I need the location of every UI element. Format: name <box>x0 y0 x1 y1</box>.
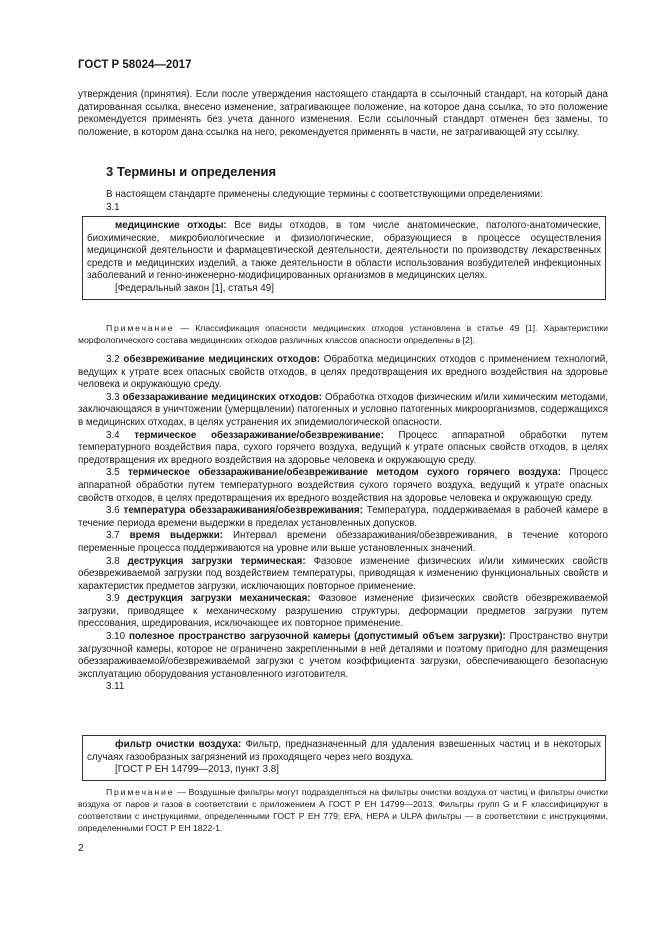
term-3-1-definition: Все виды отходов, в том числе анатомические, патолого-анатомические, биохимические, микробиологические и физиологические, образующиеся в процессе осуществления медицинской деятельности и фармацевтической деятельности, деятельности по производству лекарственных средств и медицинских изделий, а также деятельности в области использования возбудителей инфекционных заболеваний и генно-инженерно-модифицированных организмов в медицинских целях. <box>87 220 601 282</box>
term-number: 3.10 <box>106 631 126 643</box>
intro-text: утверждения (принятия). Если после утверждения настоящего стандарта в ссылочный стандарт, на который дана датированная ссылка, внесено изменение, затрагивающее положение, на которое дана ссылка, то это положение рекомендуется применять без учета данного изменения. Если ссылочный стандарт отменен без замены, то положение, в котором дана ссылка на него, рекомендуется применять в части, не затрагивающей эту ссылку. <box>78 89 608 138</box>
term-definition: Процесс аппаратной обработки путем температурного воздействия пара, сухого горячего воздуха, ведущий к утрате опасных свойств отходов, в целях предотвращения их вредного воздействия на здоровье человека и окружающую среду. <box>78 429 608 466</box>
note-1-body <box>78 322 608 346</box>
term-3-1-source: [Федеральный закон [1], статья 49] <box>115 282 274 294</box>
term-name: температура обеззараживания/обезвреживания: <box>123 505 363 517</box>
term-number: 3.6 <box>106 505 120 517</box>
term-3-8 <box>78 556 608 594</box>
term-3-3 <box>78 392 608 430</box>
term-name: обезвреживание медицинских отходов: <box>123 354 320 365</box>
term-definition: Температура, поддерживаемая в рабочей камере в течение периода времени выдержки в пределах установленных допусков. <box>78 505 608 529</box>
term-3-11-source: [ГОСТ Р ЕН 14799—2013, пункт 3.8] <box>115 764 279 776</box>
term-name: время выдержки: <box>129 530 223 542</box>
term-number: 3.7 <box>106 530 120 542</box>
term-name: обеззараживание медицинских отходов: <box>122 391 323 403</box>
term-3-1-body <box>87 220 601 283</box>
term-name: деструкция загрузки термическая: <box>127 555 306 567</box>
term-3-10 <box>78 631 608 681</box>
term-definition: Пространство внутри загрузочной камеры, которое не ограничено закрепленными в ней деталями и поэтому пригодно для размещения обеззараживаемой/обезвреживаемой загрузки с учетом коэффициента загрузки, обеспечивающего безопасную эксплуатацию оборудования установленного изготовителя. <box>78 631 608 680</box>
term-3-11-definition: Фильтр, предназначенный для удаления взвешенных частиц и в некоторых случаях газообразных загрязнений из проходящего через него воздуха. <box>87 739 601 763</box>
note-2-body <box>78 786 608 834</box>
section-title: 3 Термины и определения <box>106 164 277 179</box>
term-name: термическое обеззараживание/обезвреживание: <box>134 429 384 441</box>
term-number: 3.4 <box>106 429 120 441</box>
term-definition: Обработка отходов физическим и/или химическим методами, заключающаяся в уничтожении (умерщвлении) патогенных и условно патогенных микроорганизмов, содержащихся в медицинских отходах, в целях устранения их эпидемиологической опасности. <box>78 391 608 428</box>
term-frame-3-1 <box>82 216 606 300</box>
term-number-3-11: 3.11 <box>106 681 125 693</box>
page-number: 2 <box>78 843 84 854</box>
note-2 <box>78 786 608 834</box>
term-definition: Процесс аппаратной обработки путем температурного воздействия сухого горячего воздуха, ведущий к утрате опасных свойств отходов, в целях предотвращения их вредного воздействия на здоровье человека и окружающую среду. <box>78 467 608 504</box>
term-number: 3.2 <box>106 354 120 365</box>
term-number: 3.9 <box>106 593 120 605</box>
term-3-11-body <box>87 739 601 764</box>
section-lead-text: В настоящем стандарте применены следующие термины с соответствующими определениями: <box>106 189 543 200</box>
term-definition: Интервал времени обеззараживания/обезвреживания, в течение которого переменные процесса поддерживаются на уровне или выше установленных значений. <box>78 530 608 554</box>
term-number: 3.3 <box>106 391 120 403</box>
standard-header: ГОСТ Р 58024—2017 <box>78 59 192 71</box>
term-3-11-term: фильтр очистки воздуха: <box>115 739 242 750</box>
term-number: 3.5 <box>106 467 120 479</box>
intro-paragraph <box>78 89 608 139</box>
term-number-3-1: 3.1 <box>106 201 120 213</box>
note-1-text: — Классификация опасности медицинских отходов установлена в статье 49 [1]. Характеристики морфологического состава медицинских отходов различных классов опасности определены в [2]. <box>78 323 608 345</box>
note-2-label: Примечание <box>106 787 175 797</box>
term-name: деструкция загрузки механическая: <box>127 593 311 605</box>
term-name: полезное пространство загрузочной камеры (допустимый объем загрузки): <box>128 631 506 643</box>
note-1-label: Примечание <box>106 323 175 333</box>
term-definition: Фазовое изменение физических и/или химических свойств обезвреживаемой загрузки под воздействием температуры, приводящая к изменению функциональных свойств и характеристик предметов загрузки, исключающих повторное применение. <box>78 555 608 592</box>
term-name: термическое обеззараживание/обезвреживание методом сухого горячего воздуха: <box>127 467 561 479</box>
term-3-9 <box>78 593 608 631</box>
term-definition: Фазовое изменение физических свойств обезвреживаемой загрузки, приводящее к механическому разрушению структуры, деформации предметов загрузки путем прессования, шредирования, исключающее их повторное применение. <box>78 593 608 630</box>
term-3-1-term: медицинские отходы: <box>115 220 227 231</box>
term-number: 3.8 <box>106 555 120 567</box>
term-definition: Обработка медицинских отходов с применением технологий, ведущих к утрате всех опасных свойств отходов, в целях предотвращения их вредного воздействия на здоровье человека и окружающую среду. <box>78 354 608 391</box>
note-2-text: — Воздушные фильтры могут подразделяться на фильтры очистки воздуха от частиц и фильтры очистки воздуха от паров и газов в соответствии с приложением А ГОСТ Р ЕН 14799—2013. Фильтры групп G и F классифицируют в соответствии с инструкциями, определенными ГОСТ Р ЕН 779; EPA, HEPA и ULPA фильтры — в соответствии с инструкциями, определенными ГОСТ Р ЕН 1822-1. <box>78 787 608 833</box>
term-3-2 <box>78 354 608 392</box>
term-3-6 <box>78 505 608 530</box>
terms-list <box>78 354 608 694</box>
term-frame-3-11 <box>82 735 606 781</box>
term-3-4 <box>78 430 608 468</box>
term-3-7 <box>78 530 608 555</box>
section-lead <box>78 189 608 214</box>
note-1 <box>78 322 608 346</box>
term-3-5 <box>78 467 608 505</box>
